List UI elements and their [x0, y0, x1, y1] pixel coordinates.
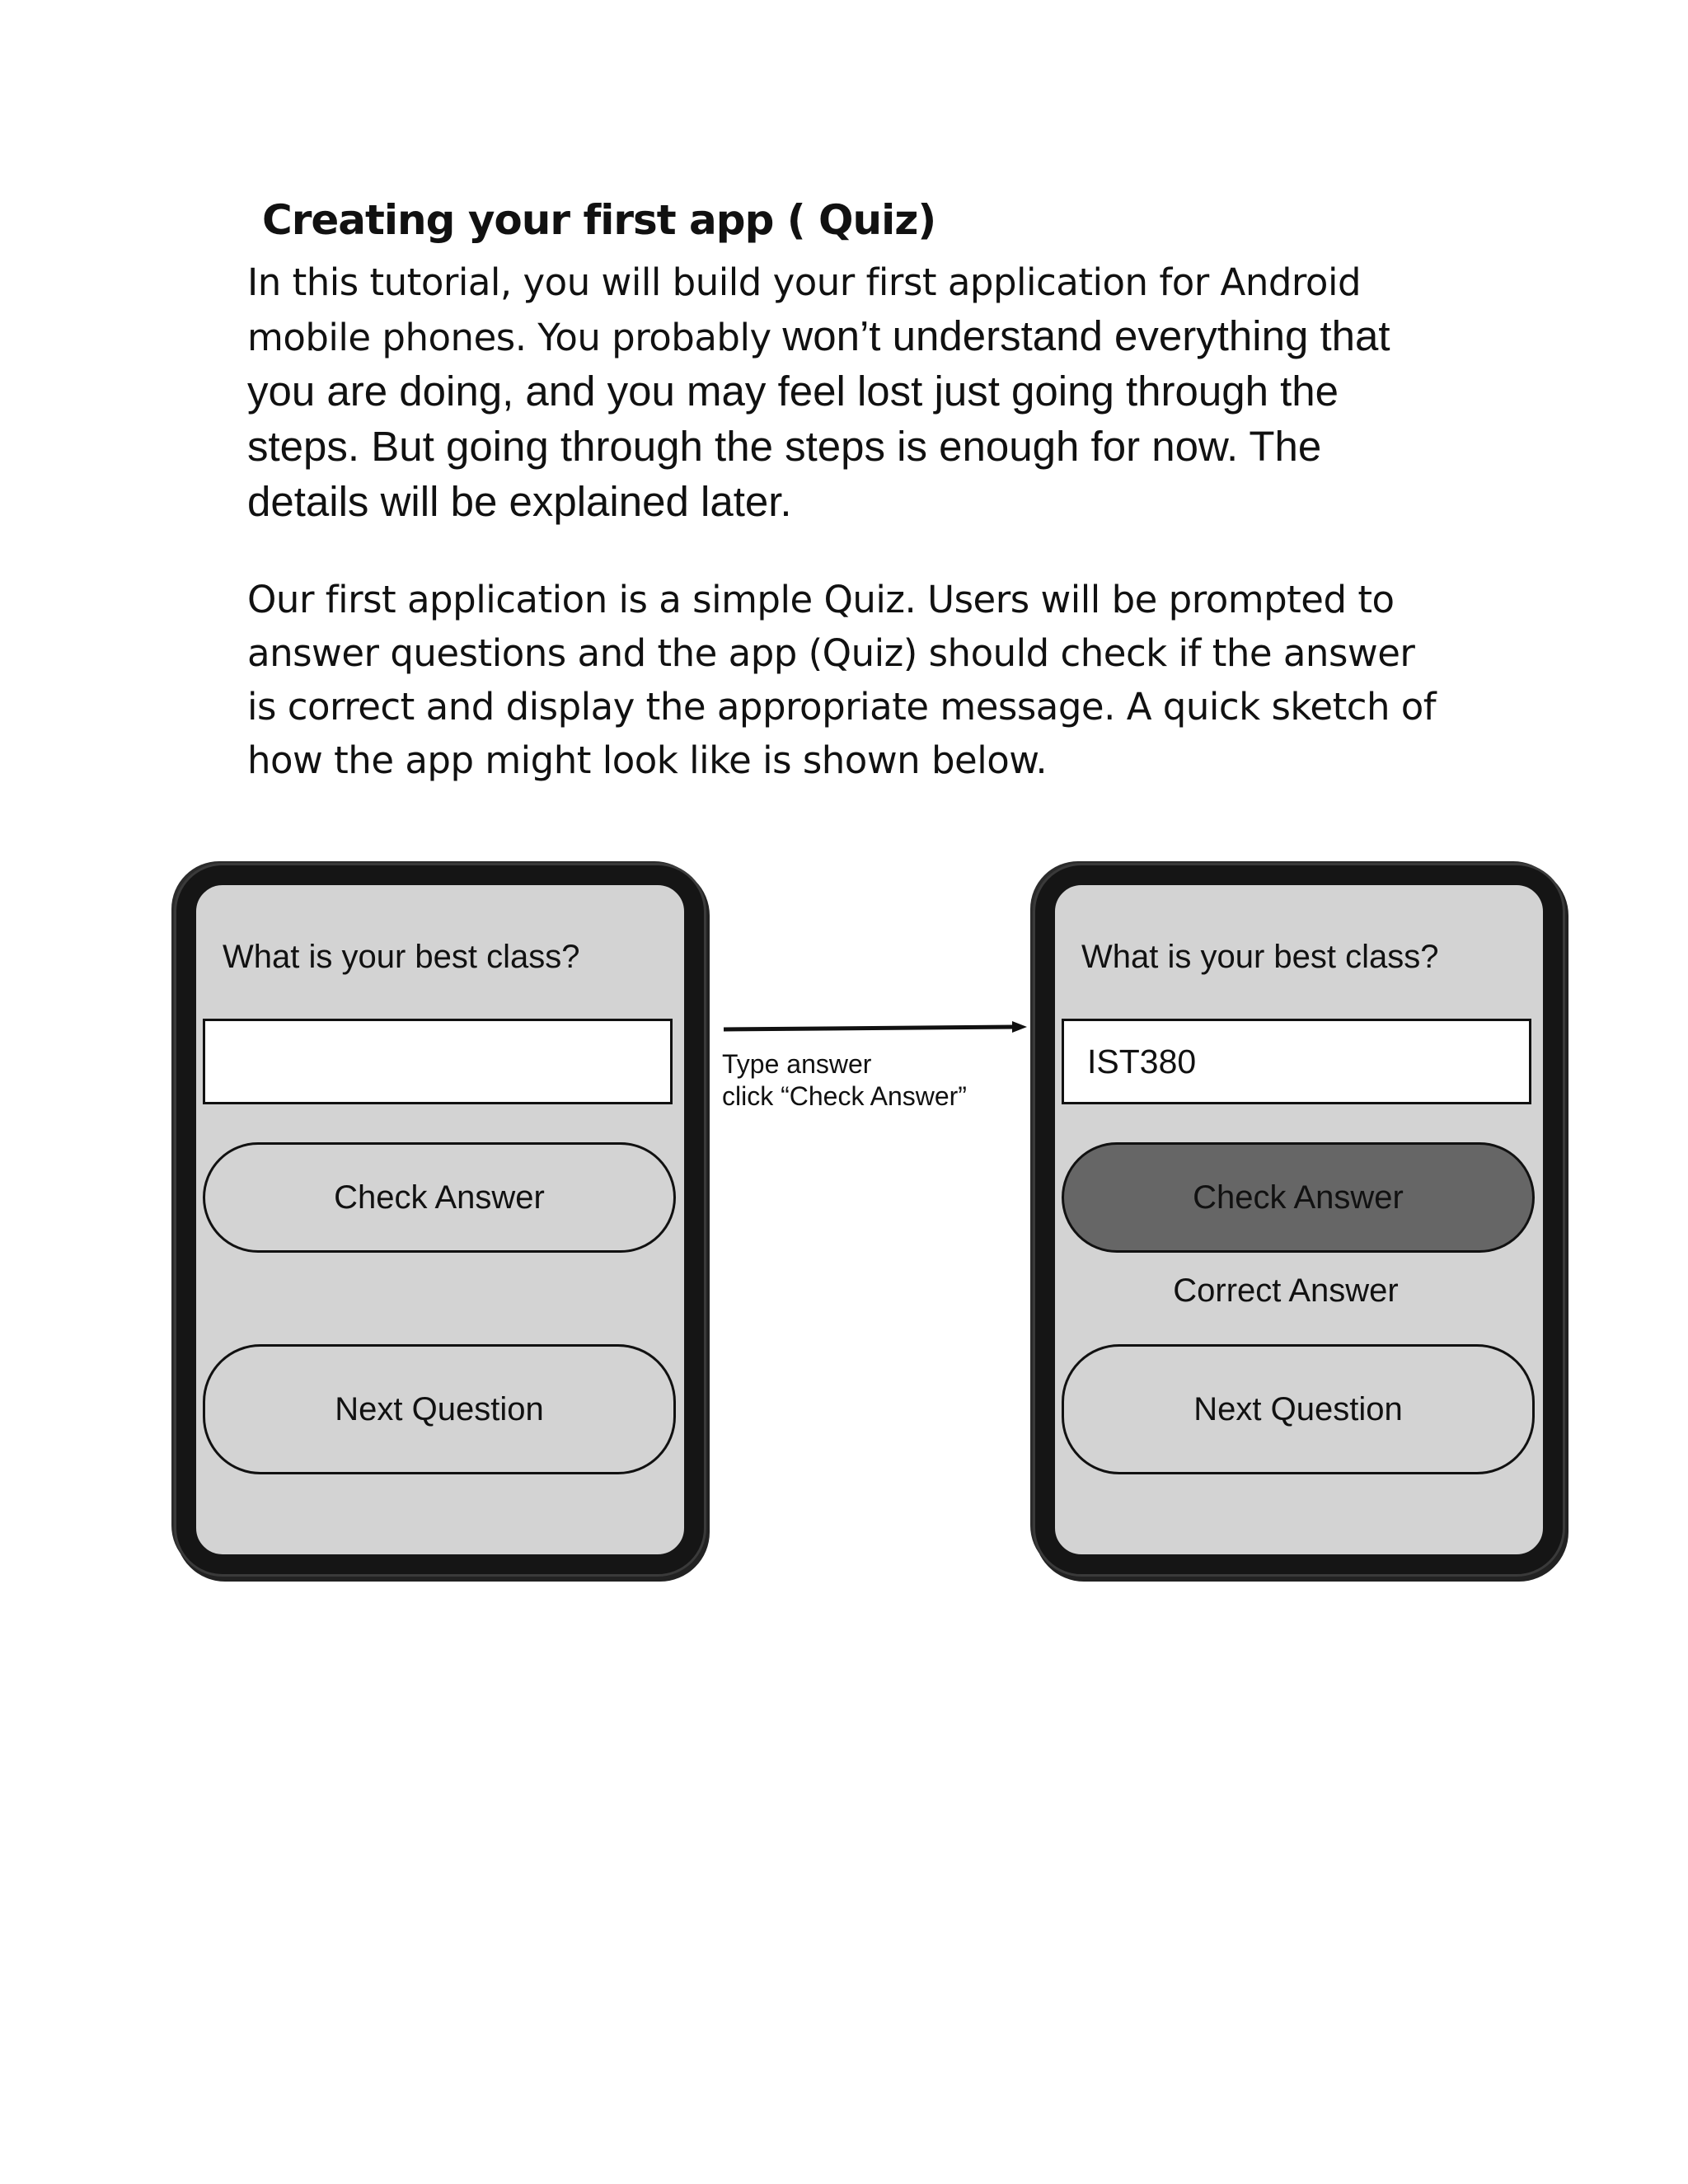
intro-text-part2: won’t understand everything that you are doing, and you may feel lost just going through the steps. But going through the steps is enough for now. The details will be explained later. [247, 312, 1390, 525]
check-answer-button[interactable] [203, 1142, 676, 1253]
answer-input[interactable] [203, 1019, 673, 1104]
feedback-message: Correct Answer [1173, 1272, 1399, 1309]
document-title: Creating your first app ( Quiz) [262, 196, 936, 244]
next-question-button[interactable] [203, 1344, 676, 1474]
arrow-right-icon [722, 1019, 1029, 1035]
caption-line-1: Type answer [722, 1049, 872, 1079]
check-answer-label: Check Answer [334, 1179, 545, 1216]
transition-caption [722, 1048, 967, 1113]
phone-sketch-before [176, 865, 704, 1574]
question-label: What is your best class? [223, 939, 580, 975]
caption-line-2: click “Check Answer” [722, 1081, 967, 1111]
next-question-label: Next Question [1193, 1390, 1403, 1427]
answer-input[interactable]: IST380 [1062, 1019, 1531, 1104]
phone-sketch-after [1035, 865, 1563, 1574]
check-answer-button[interactable] [1062, 1142, 1535, 1253]
check-answer-label: Check Answer [1193, 1179, 1404, 1216]
intro-paragraph [247, 255, 1442, 530]
intro-text-part1: In this tutorial, you will build your first application for Android mobile phones. You probably [247, 260, 1362, 359]
question-label: What is your best class? [1081, 939, 1439, 975]
next-question-button[interactable] [1062, 1344, 1535, 1474]
next-question-label: Next Question [335, 1390, 544, 1427]
description-paragraph: Our first application is a simple Quiz. Users will be prompted to answer questions and the app (Quiz) should check if the answer is correct and display the appropriate message. A quick sketch of how the app might look like is shown below. [247, 578, 1437, 782]
